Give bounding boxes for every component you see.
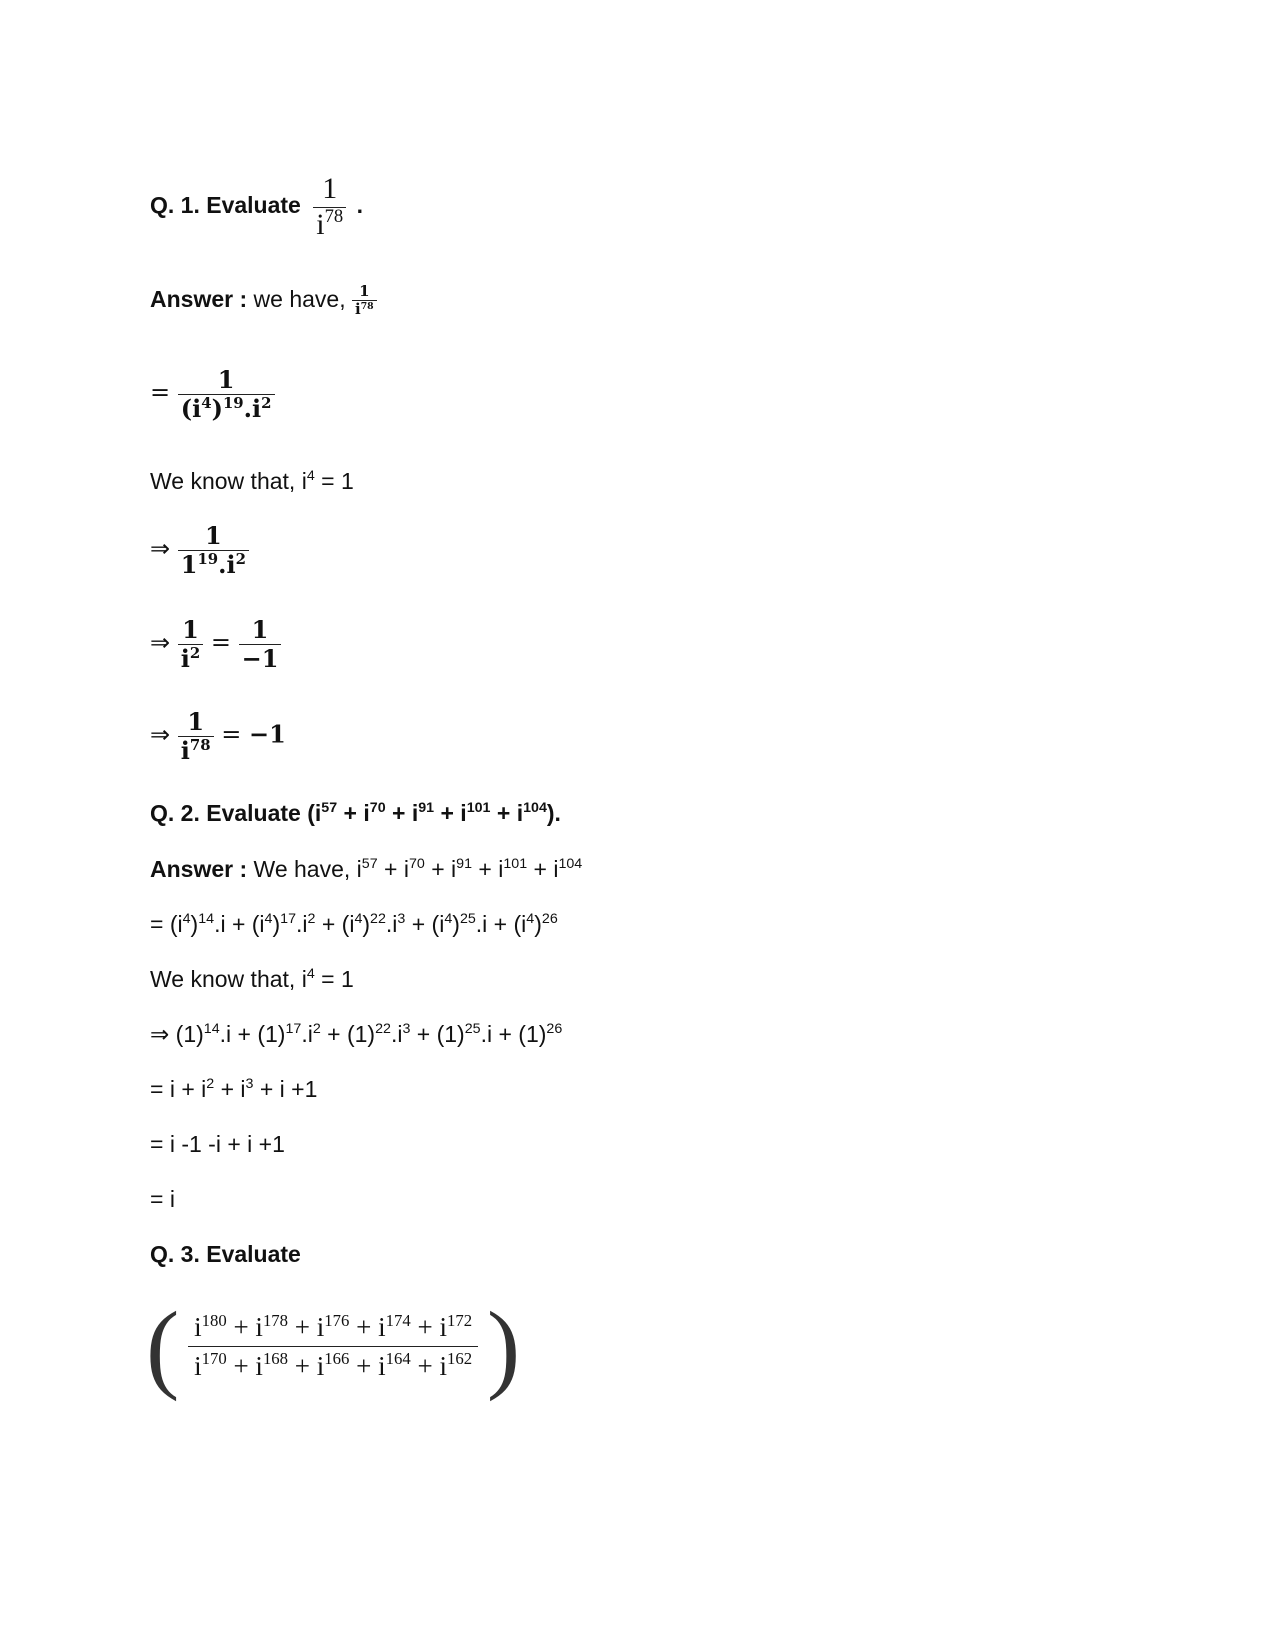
- fraction-denominator: $i^{78}$: [313, 207, 346, 243]
- answer-2-know-line: We know that, $i^4 = 1$: [150, 966, 354, 992]
- answer-2-line-4: = $i + i^2 + i^3 + i +1$: [150, 1076, 318, 1102]
- step-3-fraction-right: $\frac{1}{-1}$: [239, 616, 282, 672]
- numerator-exponent-1: 178: [262, 1311, 289, 1331]
- plus-sign: +: [226, 1350, 256, 1381]
- answer-1-step-4: ⇒ $\frac{1}{i^{78}}$ = −1: [150, 707, 286, 765]
- question-1-period: .: [356, 192, 363, 219]
- question-2: Q. 2. Evaluate $(i^{57} + i^{70} + i^{91} + i^{101} + i^{104})$.: [150, 800, 561, 826]
- answer-1-know-line: We know that, $i^4 = 1$: [150, 468, 354, 494]
- answer-2-line-5: = i -1 -i + i +1: [150, 1131, 285, 1157]
- step-1-fraction: $\frac{1}{(i^4)^{19}.i^2}$: [178, 366, 275, 422]
- numerator-base-3: i: [378, 1312, 386, 1343]
- denominator-base-1: i: [255, 1350, 263, 1381]
- denominator-exponent-3: 164: [385, 1349, 411, 1369]
- denominator-exponent-2: 166: [324, 1349, 350, 1369]
- question-3-expression: [146, 1291, 521, 1402]
- numerator-base-0: i: [194, 1312, 202, 1343]
- answer-label: Answer :: [150, 856, 248, 882]
- question-3: Q. 3. Evaluate: [150, 1241, 301, 1267]
- fraction-denominator: [188, 1346, 478, 1382]
- numerator-exponent-4: 172: [447, 1311, 473, 1331]
- answer-1-intro: [150, 283, 377, 319]
- question-1-fraction: [313, 172, 346, 242]
- question-1-label: Q. 1. Evaluate: [150, 192, 301, 219]
- plus-sign: +: [226, 1312, 256, 1343]
- answer-1-step-2: ⇒ $\frac{1}{1^{19}.i^2}$: [150, 522, 249, 578]
- denominator-base-3: i: [378, 1350, 386, 1381]
- right-paren: ): [486, 1291, 521, 1402]
- plus-sign: +: [410, 1350, 440, 1381]
- answer-1-step-3: ⇒ $\frac{1}{i^2}$ = $\frac{1}{-1}$: [150, 616, 281, 672]
- numerator-base-4: i: [439, 1312, 448, 1343]
- step-4-fraction: $\frac{1}{i^{78}}$: [178, 708, 214, 764]
- numerator-base-1: i: [255, 1312, 263, 1343]
- denominator-exponent-0: 170: [201, 1349, 227, 1369]
- denominator-base-0: i: [194, 1350, 202, 1381]
- plus-sign: +: [288, 1350, 317, 1381]
- numerator-base-2: i: [316, 1312, 325, 1343]
- answer-2-line-2: = $(i^4)^{14}.i + (i^4)^{17}.i^2 + (i^4)^{22}.i^3 + (i^4)^{25}.i + (i^4)^{26}$: [150, 911, 558, 937]
- numerator-exponent-3: 174: [385, 1311, 411, 1331]
- answer-1-intro-fraction: $\frac{1}{i^{78}}$: [352, 283, 377, 319]
- denominator-base-2: i: [316, 1350, 325, 1381]
- answer-2-line-1: Answer : We have, $i^{57} + i^{70} + i^{91} + i^{101} + i^{104}$: [150, 856, 583, 882]
- step-2-fraction: $\frac{1}{1^{19}.i^2}$: [178, 522, 249, 578]
- question-3-fraction: [188, 1312, 478, 1381]
- answer-1-intro-text: we have,: [253, 285, 346, 312]
- plus-sign: +: [288, 1312, 317, 1343]
- denominator-exponent-1: 168: [262, 1349, 289, 1369]
- fraction-numerator: 1: [322, 172, 338, 205]
- answer-label: Answer :: [150, 285, 248, 312]
- answer-2-line-3: ⇒ $(1)^{14}.i + (1)^{17}.i^2 + (1)^{22}.i^3 + (1)^{25}.i + (1)^{26}$: [150, 1021, 563, 1047]
- plus-sign: +: [349, 1350, 379, 1381]
- plus-sign: +: [410, 1312, 440, 1343]
- answer-1-step-1: = $\frac{1}{(i^4)^{19}.i^2}$: [150, 366, 275, 422]
- fraction-numerator: [188, 1312, 478, 1345]
- denominator-base-4: i: [439, 1350, 448, 1381]
- plus-sign: +: [349, 1312, 379, 1343]
- answer-2-line-6: = i: [150, 1186, 175, 1212]
- step-4-result: −1: [248, 719, 286, 749]
- step-3-fraction-left: $\frac{1}{i^2}$: [178, 616, 203, 672]
- numerator-exponent-0: 180: [201, 1311, 227, 1331]
- left-paren: (: [146, 1291, 180, 1402]
- numerator-exponent-2: 176: [324, 1311, 350, 1331]
- denominator-exponent-4: 162: [447, 1349, 473, 1369]
- question-1: [150, 172, 363, 242]
